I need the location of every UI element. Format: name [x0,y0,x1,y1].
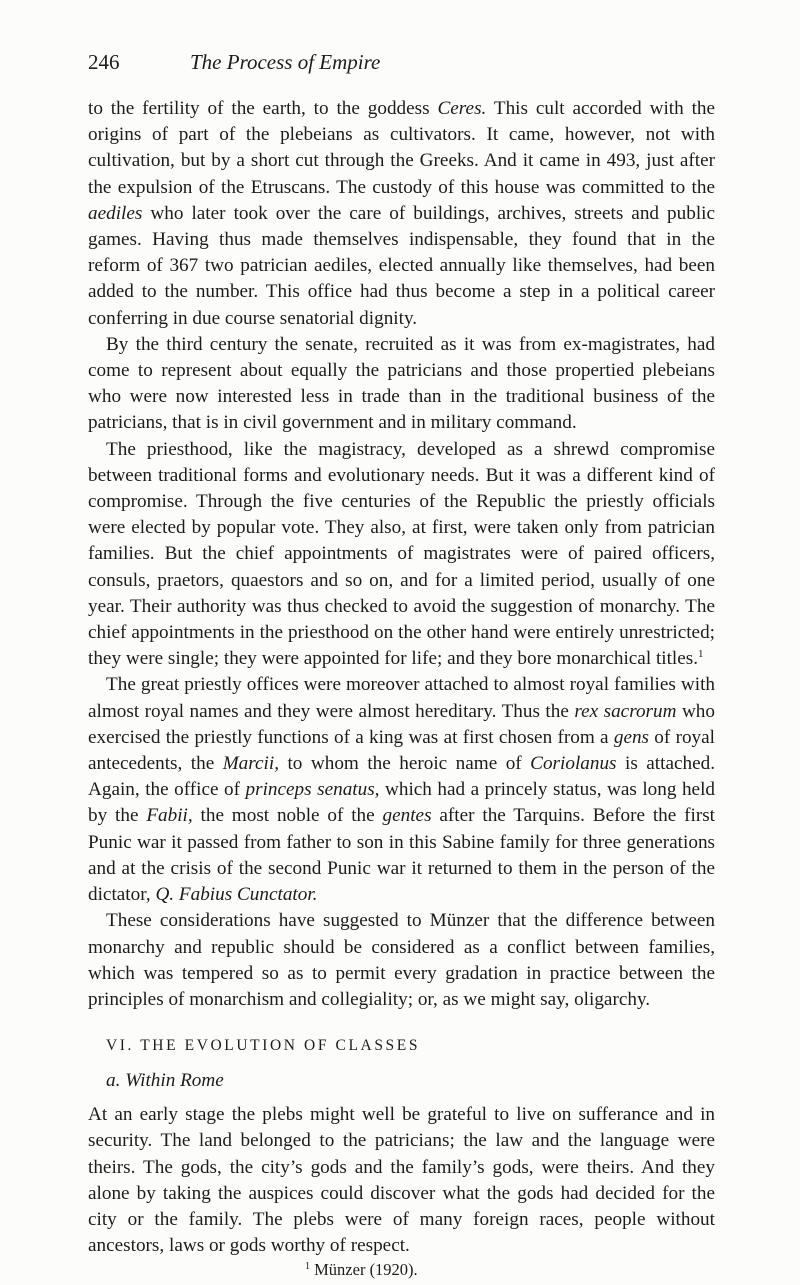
italic-term: rex sacrorum [574,700,677,722]
paragraph [88,672,715,908]
body-text-after [88,1102,715,1259]
footnote [305,1259,715,1281]
italic-term: Coriolanus [530,753,617,775]
text-run: The great priestly offices were moreover attached to almost royal families with almost royal names and they were almost hereditary. Thus the [88,674,715,722]
text-run: This cult accorded with the origins of part of the plebeians as cultivators. It came, however, not with cultivation, but by a short cut through the Greeks. And it came in 493, just after the expulsion of the Etruscans. The custody of this house was committed to the [88,98,716,198]
paragraph [88,908,715,1013]
text-run: of royal antecedents, the [88,726,715,775]
italic-term: Marcii, [222,753,279,775]
italic-term: princeps senatus, [245,779,380,801]
text-run: By the third century the senate, recruited as it was from ex-magistrates, had come to represent about equally the patricians and those propertied plebeians who were now interested less in trade than in the traditional business of the patricians, that is in civil government and in military command. [88,333,715,434]
text-run: the most noble of the [192,805,383,827]
italic-term: Fabii, [146,805,193,827]
footnote-reference: 1 [698,648,704,661]
text-run: after the Tarquins. Before the first Punic war it passed from father to son in this Sabine family for three generations and at the crisis of the second Punic war it returned to them in the person of the dictator, [88,805,716,906]
italic-term: Q. Fabius Cunctator. [155,884,318,906]
text-run: At an early stage the plebs might well be grateful to live on sufferance and in security. The land belonged to the patricians; the law and the language were theirs. The gods, the city’s gods and the family’s gods, were theirs. And they alone by taking the auspices could discover what the gods had decided for the city or the family. The plebs were of many foreign races, people without ancestors, laws or gods worthy of respect. [88,1104,715,1257]
text-run: to the fertility of the earth, to the goddess [88,98,438,119]
footnote-mark: 1 [305,1261,310,1273]
paragraph [88,1102,715,1259]
running-title: The Process of Empire [190,50,381,74]
subsection-heading: a. Within Rome [106,1070,224,1092]
page-body [88,96,715,1281]
text-run: is attached. Again, the office of [88,753,715,801]
paragraph [88,96,715,332]
italic-term: Ceres. [437,98,487,119]
text-run: who later took over the care of buildings, archives, streets and public games. Having thus made themselves indispensable, they found that in the reform of 367 two patrician aediles, elected annually like themselves, had been added to the number. This office had thus become a step in a political career conferring in due course senatorial dignity. [88,202,715,329]
page-number: 246 [88,50,120,74]
text-run: who exercised the priestly functions of a king was at first chosen from a [88,700,715,748]
body-text [88,96,715,1013]
text-run: to whom the heroic name of [279,753,531,775]
section-heading: VI. THE EVOLUTION OF CLASSES [106,1037,421,1055]
running-header [88,48,380,76]
footnote-text: Münzer (1920). [314,1260,418,1280]
italic-term: aediles [88,202,143,224]
text-run: The priesthood, like the magistracy, developed as a shrewd compromise between traditional forms and evolutionary needs. But it was a different kind of compromise. Through the five centuries of the Republic the priestly officials were elected by popular vote. They also, at first, were taken only from patrician families. But the chief appointments of magistrates were of paired officers, consuls, praetors, quaestors and so on, and for a limited period, usually of one year. Their authority was thus checked to avoid the suggestion of monarchy. The chief appointments in the priesthood on the other hand were entirely unrestricted; they were single; they were appointed for life; and they bore monarchical titles. [88,438,715,670]
paragraph [88,332,715,437]
text-run: These considerations have suggested to Münzer that the difference between monarchy and republic should be considered as a conflict between families, which was tempered so as to permit every gradation in practice between the principles of monarchism and collegiality; or, as we might say, oligarchy. [88,910,715,1010]
italic-term: gens [613,726,650,748]
text-run: which had a princely status, was long held by the [88,779,715,827]
italic-term: gentes [382,805,432,827]
paragraph [88,437,715,673]
